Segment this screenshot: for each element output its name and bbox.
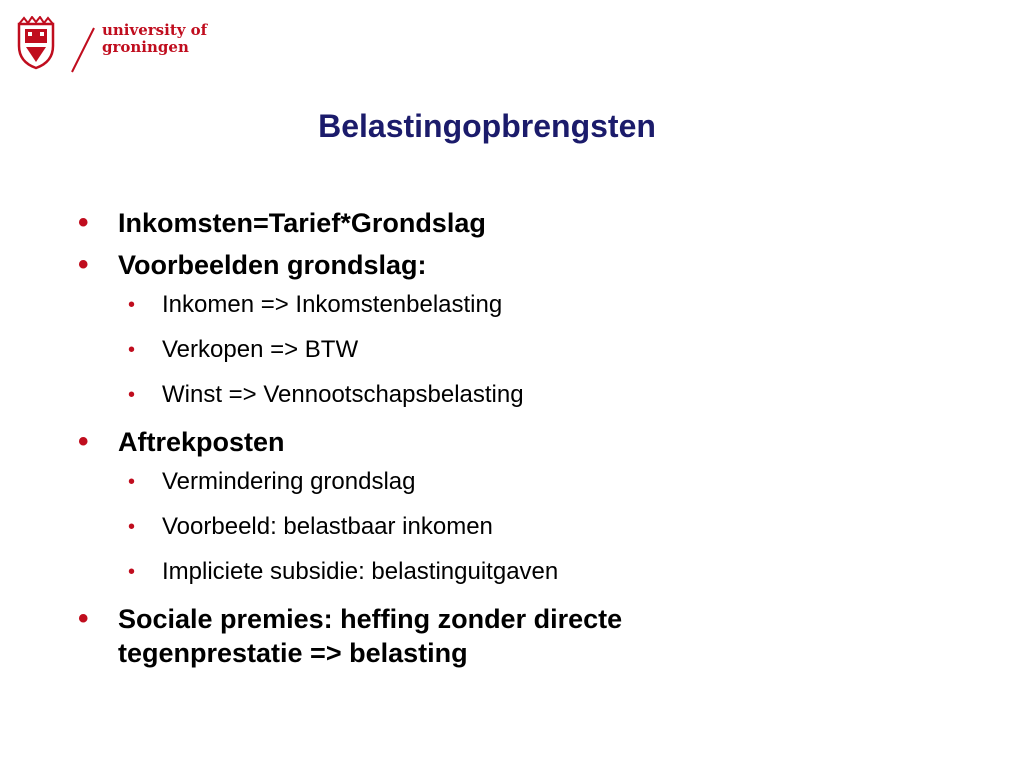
sub-bullet-text: Verkopen => BTW: [162, 336, 359, 363]
bullet-aftrekposten: [78, 425, 958, 459]
sub-bullet-text: Winst => Vennootschapsbelasting: [162, 381, 524, 408]
sub-bullet-verkopen: [128, 335, 958, 365]
bullet-text-line-2: tegenprestatie => belasting: [118, 638, 468, 668]
logo-line-1: university of: [102, 21, 208, 39]
sub-bullet-winst: [128, 380, 958, 410]
sub-bullet-dot: •: [128, 384, 136, 406]
bullet-text: Inkomsten=Tarief*Grondslag: [118, 208, 486, 238]
sub-bullet-dot: •: [128, 294, 136, 316]
bullet-dot: •: [78, 425, 89, 458]
sub-bullet-dot: •: [128, 516, 136, 538]
university-logo: [16, 16, 216, 76]
sub-bullet-inkomen: [128, 290, 958, 320]
slide-title: Belastingopbrengsten: [318, 108, 656, 144]
bullet-text-line-1: Sociale premies: heffing zonder directe: [118, 604, 623, 634]
sub-bullet-voorbeeld: [128, 512, 958, 542]
sub-bullet-text: Vermindering grondslag: [162, 468, 416, 495]
bullet-text: Voorbeelden grondslag:: [118, 250, 427, 280]
sub-bullet-impliciete-subsidie: [128, 557, 958, 587]
bullet-text: Aftrekposten: [118, 427, 285, 457]
sub-bullet-dot: •: [128, 471, 136, 493]
bullet-dot: •: [78, 602, 89, 635]
sub-bullet-vermindering: [128, 467, 958, 497]
bullet-voorbeelden-grondslag: [78, 248, 958, 282]
bullet-dot: •: [78, 248, 89, 281]
bullet-inkomsten: [78, 206, 958, 240]
bullet-dot: •: [78, 206, 89, 239]
logo-wordmark: [102, 22, 207, 56]
bullet-sociale-premies: [78, 602, 958, 670]
slide-bullet-list: [78, 206, 958, 678]
sub-bullet-dot: •: [128, 339, 136, 361]
sub-bullet-text: Impliciete subsidie: belastinguitgaven: [162, 558, 559, 585]
logo-slash-divider: [70, 26, 96, 74]
logo-line-2: groningen: [102, 38, 189, 56]
university-crest-icon: [16, 16, 56, 70]
sub-bullet-dot: •: [128, 561, 136, 583]
sub-bullet-text: Voorbeeld: belastbaar inkomen: [162, 513, 493, 540]
sub-bullet-text: Inkomen => Inkomstenbelasting: [162, 291, 503, 318]
